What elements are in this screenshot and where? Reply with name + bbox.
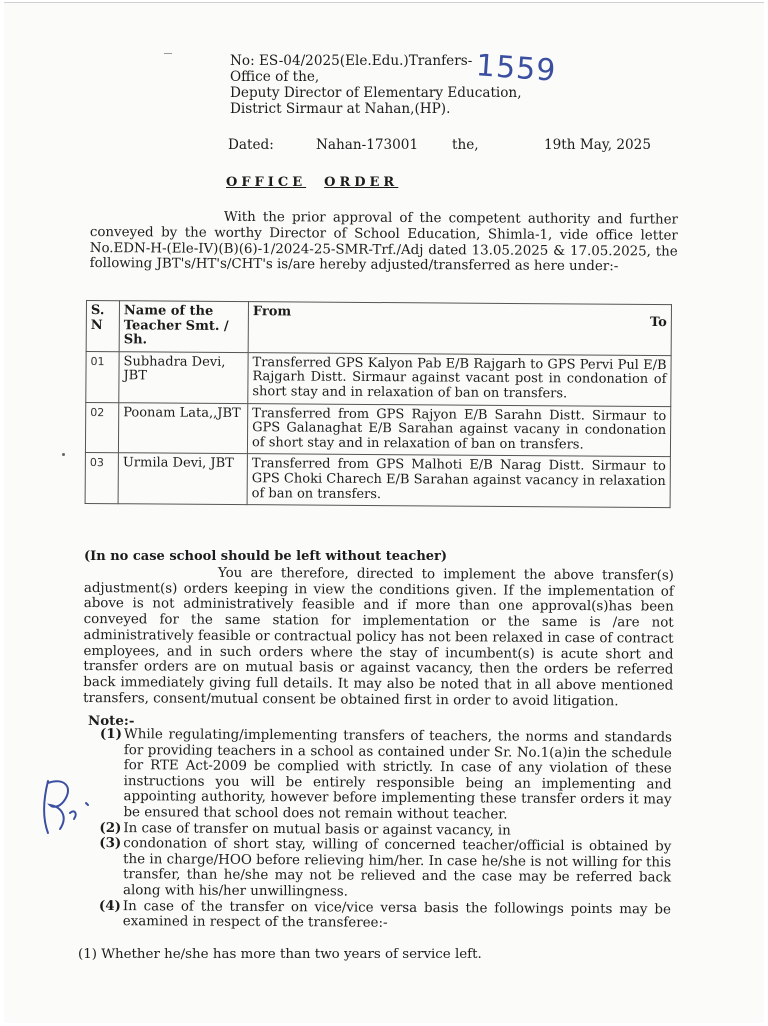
row-sn: 02: [85, 402, 118, 453]
title-word-order: ORDER: [324, 175, 399, 190]
reference-number: No: ES-04/2025(Ele.Edu.)Tranfers-: [230, 53, 473, 69]
district: District Sirmaur at Nahan,(HP).: [230, 101, 451, 117]
header-from-to: [248, 302, 671, 356]
note-number: (1): [99, 726, 123, 743]
handwritten-initial-signature: [34, 773, 104, 843]
sub-point: (1) Whether he/she has more than two years of service left.: [78, 947, 482, 962]
note-item: [99, 836, 671, 902]
transfer-table: [85, 300, 672, 508]
intro-paragraph: [90, 209, 678, 276]
table-row: [85, 453, 670, 508]
designation: Deputy Director of Elementary Education,: [230, 85, 522, 101]
row-teacher-name: Subhadra Devi, JBT: [119, 352, 248, 404]
note-text: While regulating/implementing transfers of teachers, the norms and standards for providing teachers in a school as contained under Sr. No.1(a)in the schedule for RTE Act-2009 be complied with strictly. In case of any violation of these instructions you will be entirely responsible being an implementing and appointing authority, however before implementing these transfer orders it may be ensured that school does not remain without teacher.: [123, 727, 672, 823]
note-number: (3): [99, 835, 122, 852]
row-teacher-name: Poonam Lata,,JBT: [118, 402, 247, 454]
row-transfer-details: Transferred GPS Kalyon Pab E/B Rajgarh to GPS Pervi Pul E/B Rajgarh Distt. Sirmaur against vacant post in condonation of short stay and in relaxation of ban on transfers.: [248, 352, 671, 406]
scan-dot: [62, 453, 65, 456]
row-sn: 01: [86, 351, 119, 402]
note-item: [99, 899, 671, 934]
note-label: Note:-: [88, 713, 135, 729]
handwritten-dispatch-number: 1559: [474, 48, 558, 89]
intro-text: With the prior approval of the competent authority and further conveyed by the worthy Director of School Education, Shimla-1, vide office letter No.EDN-H-(Ele-IV)(B)(6)-1/2024-25-SMR-Trf./Adj dated 13.05.2025 & 17.05.2025, the following JBT's/HT's/CHT's is/are hereby adjusted/transferred as here under:-: [89, 209, 678, 275]
table-header-row: [86, 301, 671, 356]
order-date: 19th May, 2025: [544, 137, 651, 153]
table-row: [85, 402, 670, 457]
place: Nahan-173001: [316, 137, 419, 153]
document-page: [4, 2, 764, 1023]
note-text: condonation of short stay, willing of concerned teacher/official is obtained by the in charge/HOO before relieving him/her. In case he/she is not willing for this transfer, than he/she may not be relieved and the case may be referred back along with his/her unwillingness.: [122, 836, 672, 900]
row-transfer-details: Transferred from GPS Malhoti E/B Narag Distt. Sirmaur to GPS Choki Charech E/B Sarahan against vacancy in relaxation of ban on transfers.: [247, 454, 670, 508]
header-from: From: [252, 304, 292, 320]
note-number: (2): [99, 819, 122, 836]
scan-mark: [164, 53, 172, 54]
no-case-notice: (In no case school should be left without teacher): [84, 549, 448, 564]
header-name: Name of the Teacher Smt. / Sh.: [119, 301, 248, 353]
note-number: (4): [98, 897, 121, 914]
header-sn: S. N: [86, 301, 119, 352]
row-transfer-details: Transferred from GPS Rajyon E/B Sarahn Distt. Sirmaur to GPS Galanaghat E/B Sarahan against vacany in condonation of short stay and in relaxation of ban on transfers.: [247, 403, 670, 457]
note-text: In case of the transfer on vice/vice versa basis the followings points may be examined in respect of the transferee:-: [122, 898, 671, 931]
row-teacher-name: Urmila Devi, JBT: [118, 453, 247, 505]
directive-text: You are therefore, directed to implement the above transfer(s) adjustment(s) orders keeping in view the conditions given. If the implementation of above is not administratively feasible and if more than one approval(s)has been conveyed for the same station for implementation or the same is /are not administratively feasible or contractual policy has not been relaxed in case of contract employees, and in such orders where the stay of incumbent(s) is acute short and transfer orders are on mutual basis or against vacancy, then the orders be referred back immediately giving full details. It may also be noted that in all above mentioned transfers, consent/mutual consent be obtained first in order to avoid litigation.: [83, 565, 674, 709]
office-line: Office of the,: [230, 69, 320, 85]
the-word: the,: [452, 137, 479, 153]
directive-paragraph: [83, 565, 674, 710]
row-sn: 03: [85, 453, 118, 504]
title-word-office: OFFICE: [226, 175, 307, 190]
dated-label: Dated:: [228, 137, 274, 153]
header-to: To: [649, 314, 667, 331]
note-item: [99, 727, 672, 824]
note-text: In case of transfer on mutual basis or against vacancy, in: [123, 820, 511, 839]
notes-list: [99, 727, 672, 933]
table-row: [86, 351, 671, 406]
document-title: [226, 175, 398, 190]
